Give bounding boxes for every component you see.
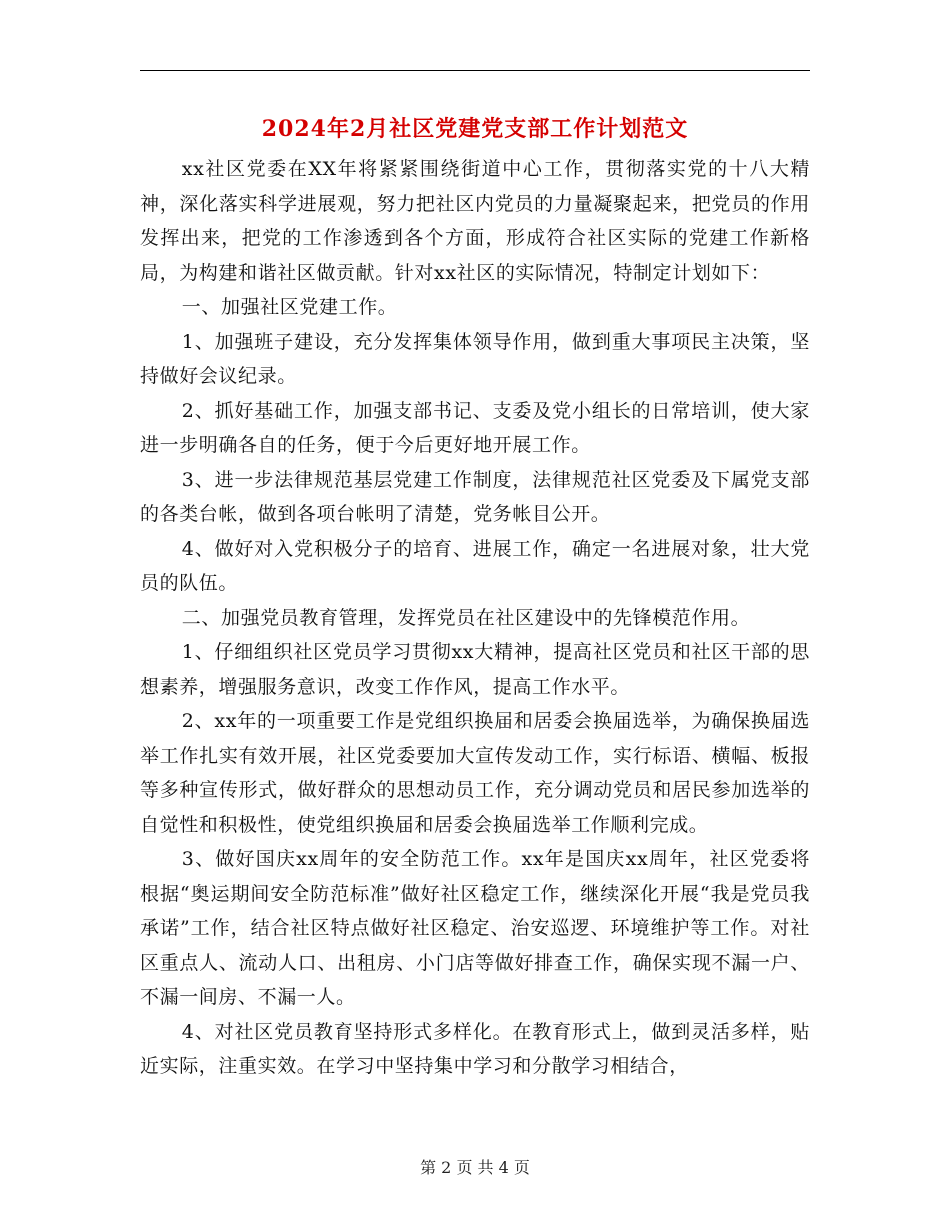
paragraph-item: 1、仔细组织社区党员学习贯彻xx大精神，提高社区党员和社区干部的思想素养，增强服务意识，改变工作作风，提高工作水平。 [140,641,810,698]
section-heading-1: 一、加强社区党建工作。 [181,296,398,318]
paragraph-item: 2、xx年的一项重要工作是党组织换届和居委会换届选举，为确保换届选举工作扎实有效开展，社区党委要加大宣传发动工作，实行标语、横幅、板报等多种宣传形式，做好群众的思想动员工作，充分调动党员和居民参加选举的自觉性和积极性，使党组织换届和居委会换届选举工作顺利完成。 [140,710,810,836]
paragraph-item: 3、做好国庆xx周年的安全防范工作。xx年是国庆xx周年，社区党委将根据“奥运期间安全防范标准”做好社区稳定工作，继续深化开展“我是党员我承诺”工作，结合社区特点做好社区稳定、治安巡逻、环境维护等工作。对社区重点人、流动人口、出租房、小门店等做好排查工作，确保实现不漏一户、不漏一间房、不漏一人。 [140,848,810,1008]
paragraph-item: 2、抓好基础工作，加强支部书记、支委及党小组长的日常培训，使大家进一步明确各自的任务，便于今后更好地开展工作。 [140,399,810,456]
paragraph-intro: xx社区党委在XX年将紧紧围绕街道中心工作，贯彻落实党的十八大精神，深化落实科学进展观，努力把社区内党员的力量凝聚起来，把党员的作用发挥出来，把党的工作渗透到各个方面，形成符合社区实际的党建工作新格局，为构建和谐社区做贡献。针对xx社区的实际情况，特制定计划如下： [140,158,810,284]
page-footer: 第 2 页 共 4 页 [420,1158,530,1177]
document-title: 2024年2月社区党建党支部工作计划范文 [261,116,689,142]
paragraph-item: 1、加强班子建设，充分发挥集体领导作用，做到重大事项民主决策，坚持做好会议纪录。 [140,330,810,387]
paragraph-item: 4、做好对入党积极分子的培育、进展工作，确定一名进展对象，壮大党员的队伍。 [140,537,810,594]
document-body [140,152,810,1084]
header-rule [140,70,810,71]
section-heading-2: 二、加强党员教育管理，发挥党员在社区建设中的先锋模范作用。 [181,606,751,629]
paragraph-item: 4、对社区党员教育坚持形式多样化。在教育形式上，做到灵活多样，贴近实际，注重实效。在学习中坚持集中学习和分散学习相结合， [140,1020,810,1077]
paragraph-item: 3、进一步法律规范基层党建工作制度，法律规范社区党委及下属党支部的各类台帐，做到各项台帐明了清楚，党务帐目公开。 [140,468,810,525]
